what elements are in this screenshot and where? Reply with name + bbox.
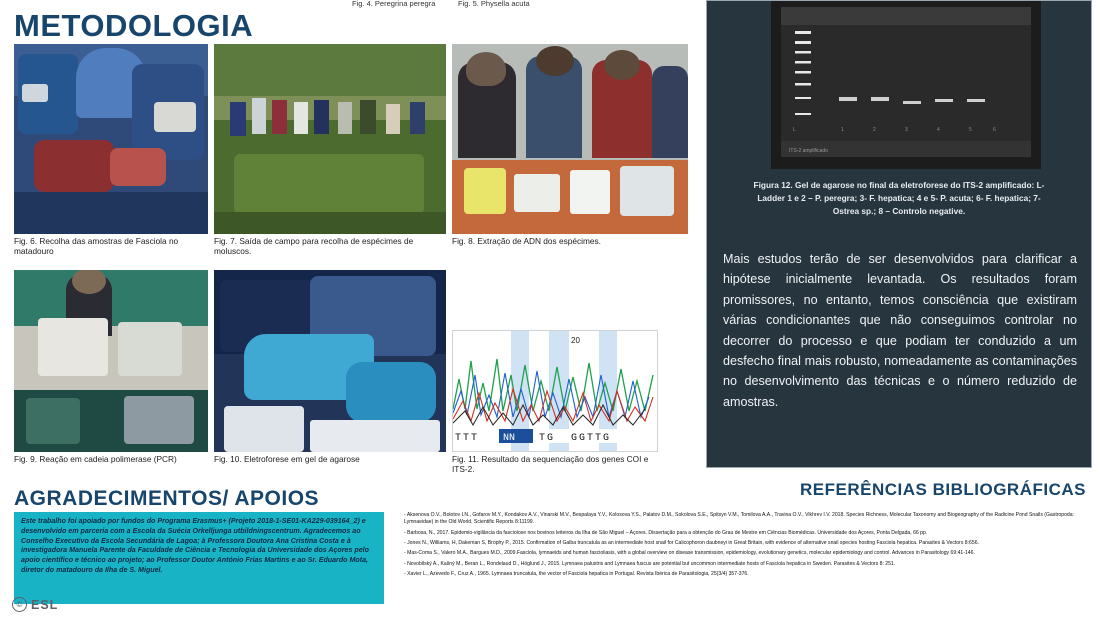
- chromatogram-trace: [453, 331, 657, 451]
- figure-fig7: [214, 44, 446, 257]
- figure-caption-fig9: Fig. 9. Reação em cadeia polimerase (PCR): [14, 454, 177, 464]
- reference-item: - Jones N., Williams, H, Dakeman S, Brophy P., 2015. Confirmation of Galba truncatula as an intermediate host snail for Calicophoron daubneyi in Great Britain, with evidence of alternative snail species hosting Fasciola hepatica. Parasites & Vectors 8:656.: [404, 540, 979, 547]
- figure-fig11: [452, 330, 658, 475]
- gel-image-svg: [771, 1, 1041, 169]
- svg-text:1: 1: [841, 127, 844, 133]
- copyright-icon: ©: [12, 597, 27, 612]
- svg-text:TG: TG: [539, 433, 556, 444]
- figure-fig10: [214, 270, 446, 464]
- figure-caption-fig5: Fig. 5. Physella acuta: [458, 0, 530, 8]
- reference-item: - Barbosa, N., 2017. Epidemio-vigilância da fasciolose nos bovinos leiteiros da Ilha de São Miguel – Açores. Dissertação para a obtenção do Grau de Mestre em Ciências Biomédicas. Universidade dos Açores, Ponta Delgada, 66 pp.: [404, 529, 928, 536]
- conclusion-text: Mais estudos terão de ser desenvolvidos para clarificar a hipótese inicialmente levantada. Os resultados foram promissores, no entanto, temos consciência que existiram várias condicionantes que não conseguimos controlar no decorrer do processo e que podiam ter conduzido a um desfecho final mais robusto, nomeadamente as contaminações no desenvolvimento das técnicas e o número reduzido de amostras.: [723, 252, 1077, 409]
- logo: [12, 597, 58, 612]
- svg-text:4: 4: [937, 127, 940, 133]
- svg-text:5: 5: [969, 127, 972, 133]
- reference-item: - Aksenova O.V., Bolotov I.N., Gofarov M.Y., Kondakov A.V., Vinarski M.V., Bespalaya Y.V., Kolosova Y.S., Palatov D.M., Sokolova S.E., Spitsyn V.M., Tomilova A.A., Travina O.V., Vikhrev I.V. 2018. Species Richness, Molecular Taxonomy and Biogeography of the Radicine Pond Snails (Gastropoda: Lymnaeidae) in the Old World. Scientific Reports 8:11199.: [404, 512, 1075, 526]
- figure-image-fig8: [452, 44, 688, 234]
- reference-item: - Novobilský A., Kašný M., Beran L., Rondelaud D., Höglund J., 2015. Lymnaea palustris and Lymnaea fuscus are potential but uncommon intermediate hosts of Fasciola hepatica in Sweden. Parasites & Vectors 8: 251.: [404, 560, 896, 567]
- page-title-metodologia: METODOLOGIA: [14, 8, 254, 43]
- svg-text:TTT: TTT: [455, 433, 480, 444]
- gel-caption: Figura 12. Gel de agarose no final da eletroforese do ITS-2 amplificado: L- Ladder 1 e 2 – P. peregra; 3- F. hepatica; 4 e 5- P. acuta; 6- F. hepatica; 7- Ostrea sp.; 8 – Controlo negative.: [753, 180, 1045, 216]
- svg-text:NN: NN: [503, 433, 516, 444]
- figure-image-fig6: [14, 44, 208, 234]
- figure-caption-fig6: Fig. 6. Recolha das amostras de Fasciola no matadouro: [14, 236, 179, 257]
- figure-caption-fig11: Fig. 11. Resultado da sequenciação dos genes COI e ITS-2.: [452, 454, 649, 475]
- svg-text:2: 2: [873, 127, 876, 133]
- conclusion-panel: [706, 0, 1092, 468]
- figure-caption-fig7: Fig. 7. Saída de campo para recolha de espécimes de moluscos.: [214, 236, 414, 257]
- svg-text:6: 6: [993, 127, 996, 133]
- figure-image-fig10: [214, 270, 446, 452]
- svg-text:20: 20: [571, 336, 580, 345]
- figure-image-fig11: [452, 330, 658, 452]
- svg-text:ITS-2 amplificado: ITS-2 amplificado: [789, 148, 828, 154]
- svg-text:GGTTG: GGTTG: [571, 433, 612, 444]
- figure-image-fig9: [14, 270, 208, 452]
- figure-caption-fig8: Fig. 8. Extração de ADN dos espécimes.: [452, 236, 601, 246]
- section-title-referencias: REFERÊNCIAS BIBLIOGRÁFICAS: [800, 480, 1086, 499]
- reference-item: - Xavier L., Azevedo F., Cruz A., 1965. Lymnaea truncatula, the vector of Fasciola hepatica in Portugal. Revista Ibérica de Parasitologia, 25(3/4) 357-376.: [404, 571, 749, 578]
- figure-caption-fig10: Fig. 10. Eletroforese em gel de agarose: [214, 454, 360, 464]
- svg-text:3: 3: [905, 127, 908, 133]
- acknowledgements-box: [14, 512, 384, 604]
- gel-electrophoresis-image: [771, 1, 1041, 169]
- figure-fig8: [452, 44, 688, 246]
- acknowledgements-text: Este trabalho foi apoiado por fundos do Programa Erasmus+ (Projeto 2018-1-SE01-KA229-039164_2) e desenvolvido em parceria com a Escola da Suécia Orkelljunga utbildningscentrum. Agradecemos ao Conselho Executivo da Escola Secundária de Lagoa; à Professora Doutora Ana Cristina Costa e à investigadora Manuela Parente da Faculdade de Ciência e Tecnologia da Universidade dos Açores pelo apoio científico e técnico ao projeto; ao Professor Doutor António Frias Martins e ao Sr. Eduardo Mota, diretor do matadouro da Ilha de S. Miguel.: [21, 517, 369, 574]
- references-list: [404, 512, 1090, 582]
- figure-fig9: [14, 270, 208, 464]
- figure-caption-fig4: Fig. 4. Peregrina peregra: [352, 0, 436, 8]
- logo-text: ESL: [31, 597, 59, 612]
- figure-fig6: [14, 44, 208, 257]
- svg-text:L: L: [793, 127, 796, 133]
- reference-item: - Mas-Coma S., Valero M.A., Bargues M.D., 2009.Fasciola, lymnaeids and human fascioliasis, with a global overview on disease transmission, epidemiology, evolutionary genetics, molecular epidemiology and control. Advances in Parasitology 69:41-146.: [404, 550, 975, 557]
- section-title-agradecimentos: AGRADECIMENTOS/ APOIOS: [14, 487, 320, 510]
- figure-image-fig7: [214, 44, 446, 234]
